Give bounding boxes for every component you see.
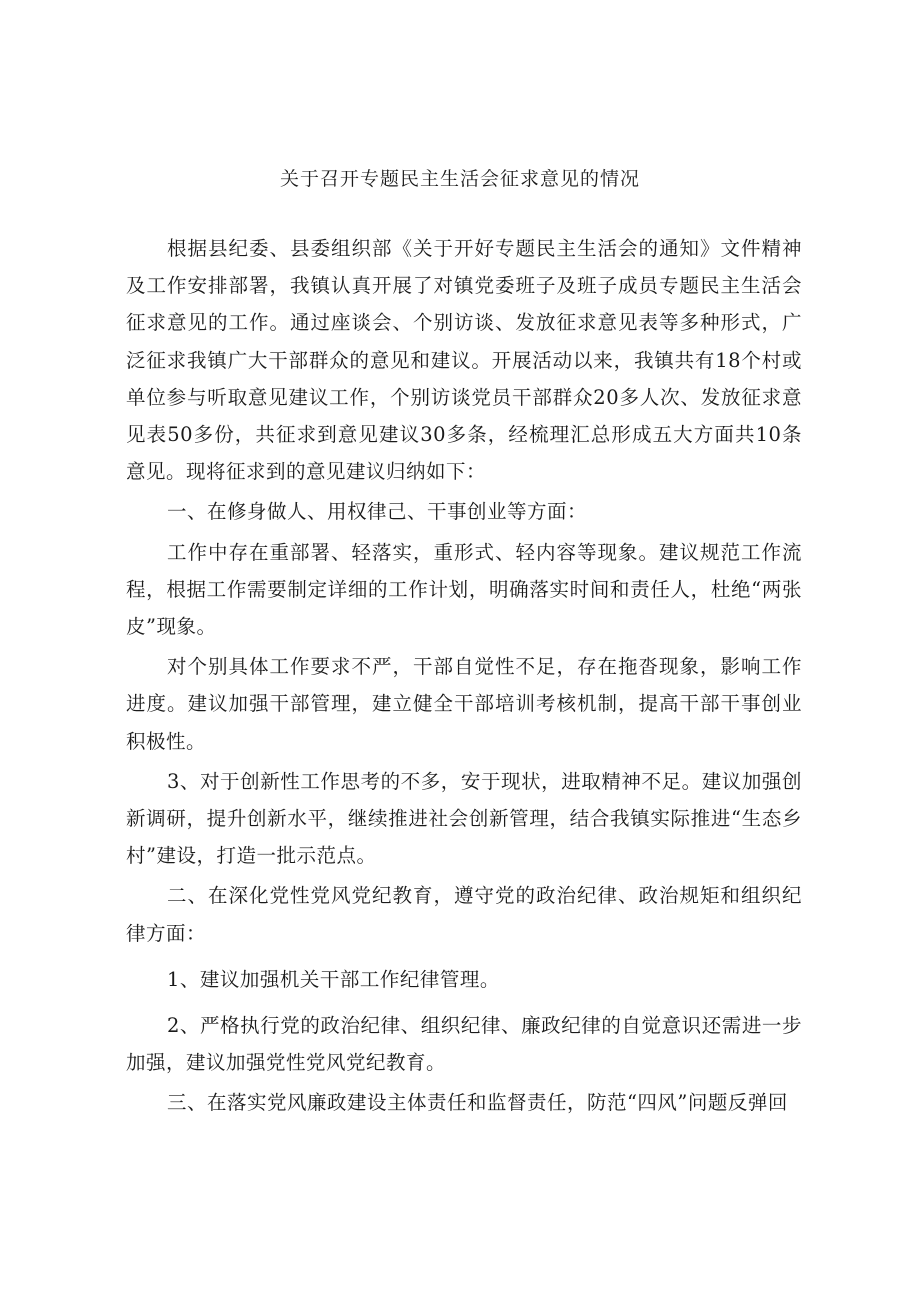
- paragraph-item-2: 对个别具体工作要求不严，干部自觉性不足，存在拖沓现象，影响工作进度。建议加强干部管理，建立健全干部培训考核机制，提高干部干事创业积极性。: [126, 655, 802, 753]
- section-heading-3: 三、在落实党风廉政建设主体责任和监督责任，防范“四风”问题反弹回: [166, 1091, 788, 1115]
- section-heading-2: 二、在深化党性党风党纪教育，遵守党的政治纪律、政治规矩和组织纪律方面：: [126, 884, 802, 945]
- document-title: 关于召开专题民主生活会征求意见的情况: [279, 168, 640, 190]
- document-body: [126, 230, 802, 1122]
- paragraph-intro: 根据县纪委、县委组织部《关于开好专题民主生活会的通知》文件精神及工作安排部署，我镇认真开展了对镇党委班子及班子成员专题民主生活会征求意见的工作。通过座谈会、个别访谈、发放征求意见表等多种形式，广泛征求我镇广大干部群众的意见和建议。开展活动以来，我镇共有18个村或单位参与听取意见建议工作，个别访谈党员干部群众20多人次、发放征求意见表50多份，共征求到意见建议30多条，经梳理汇总形成五大方面共10条意见。现将征求到的意见建议归纳如下：: [126, 237, 802, 484]
- paragraph-item-3: 3、对于创新性工作思考的不多，安于现状，进取精神不足。建议加强创新调研，提升创新水平，继续推进社会创新管理，结合我镇实际推进“生态乡村”建设，打造一批示范点。: [126, 769, 802, 868]
- section-heading-1: 一、在修身做人、用权律己、干事创业等方面：: [166, 500, 587, 524]
- paragraph-item-2-2: 2、严格执行党的政治纪律、组织纪律、廉政纪律的自觉意识还需进一步加强，建议加强党性党风党纪教育。: [126, 1014, 802, 1075]
- paragraph-item-1: 工作中存在重部署、轻落实，重形式、轻内容等现象。建议规范工作流程，根据工作需要制定详细的工作计划，明确落实时间和责任人，杜绝“两张皮”现象。: [126, 540, 802, 639]
- paragraph-item-2-1: 1、建议加强机关干部工作纪律管理。: [166, 967, 500, 991]
